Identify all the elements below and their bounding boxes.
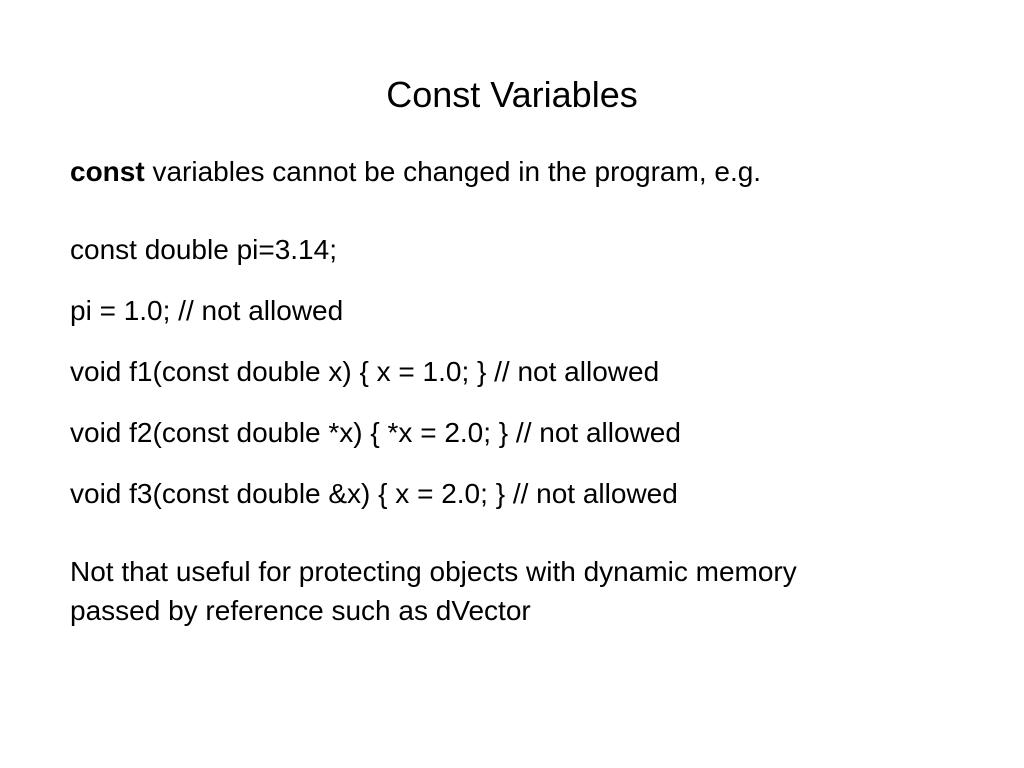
intro-text <box>70 155 761 189</box>
code-line-pi-declaration: const double pi=3.14; <box>70 234 337 265</box>
note-line-2: passed by reference such as dVector <box>70 595 531 626</box>
code-line-f1: void f1(const double x) { x = 1.0; } // not allowed <box>70 356 660 387</box>
code-line-f3: void f3(const double &x) { x = 2.0; } // not allowed <box>70 478 678 509</box>
code-line-pi-assignment: pi = 1.0; // not allowed <box>70 295 344 326</box>
code-line-f2: void f2(const double *x) { *x = 2.0; } // not allowed <box>70 417 681 448</box>
note-line-1: Not that useful for protecting objects with dynamic memory <box>70 556 797 587</box>
intro-rest: variables cannot be changed in the program, e.g. <box>144 156 762 187</box>
const-keyword: const <box>70 156 145 187</box>
slide-title: Const Variables <box>386 74 638 115</box>
